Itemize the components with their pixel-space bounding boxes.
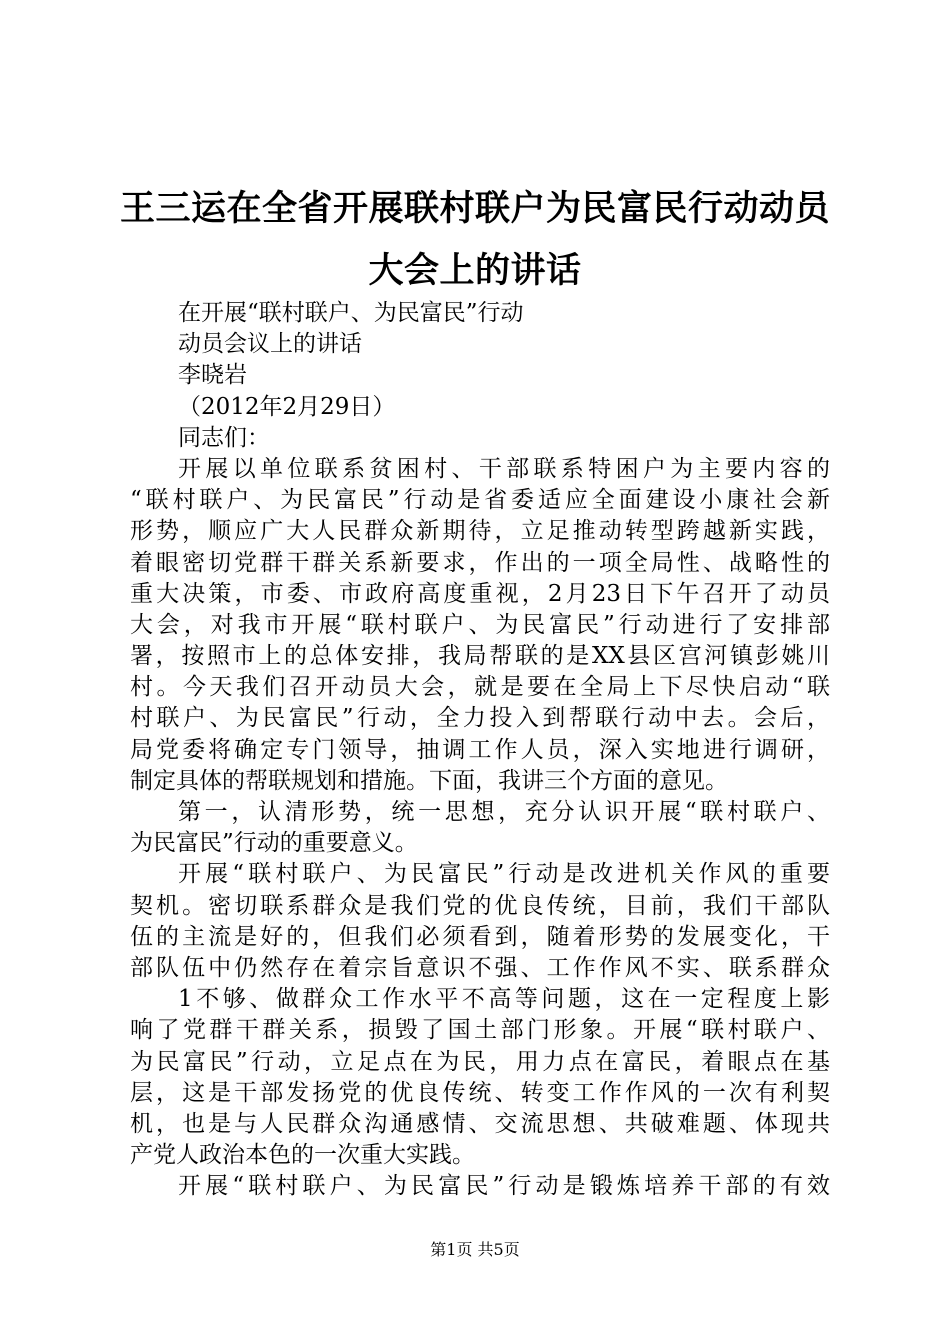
body-line: 开展“联村联户、为民富民”行动是锻炼培养干部的有效 bbox=[178, 1173, 830, 1200]
document-title bbox=[110, 178, 840, 302]
body-line: （2012年2月29日） bbox=[178, 393, 396, 420]
body-line: 部队伍中仍然存在着宗旨意识不强、工作作风不实、联系群众 bbox=[130, 954, 830, 981]
body-line: 产党人政治本色的一次重大实践。 bbox=[130, 1142, 475, 1169]
page-footer: 第1页 共5页 bbox=[430, 1240, 520, 1259]
body-line: 动员会议上的讲话 bbox=[178, 331, 362, 358]
body-line: 着眼密切党群干群关系新要求，作出的一项全局性、战略性的 bbox=[130, 549, 830, 576]
body-line: 开展以单位联系贫困村、干部联系特困户为主要内容的 bbox=[178, 455, 830, 482]
body-line: 村。今天我们召开动员大会，就是要在全局上下尽快启动“联 bbox=[130, 674, 830, 701]
body-line: 第一，认清形势，统一思想，充分认识开展“联村联户、 bbox=[178, 799, 830, 825]
body-line: 村联户、为民富民”行动，全力投入到帮联行动中去。会后， bbox=[130, 705, 830, 732]
body-line: 1不够、做群众工作水平不高等问题，这在一定程度上影 bbox=[178, 986, 830, 1013]
body-line: 重大决策，市委、市政府高度重视，2月23日下午召开了动员 bbox=[130, 580, 830, 607]
title-line-1: 王三运在全省开展联村联户为民富民行动动员 bbox=[119, 189, 830, 229]
body-line: 李晓岩 bbox=[178, 362, 247, 389]
body-line: 响了党群干群关系，损毁了国土部门形象。开展“联村联户、 bbox=[130, 1017, 830, 1044]
document-body bbox=[130, 298, 830, 1202]
body-line: 同志们： bbox=[178, 424, 270, 451]
body-line: 开展“联村联户、为民富民”行动是改进机关作风的重要 bbox=[178, 861, 830, 888]
body-line: 署，按照市上的总体安排，我局帮联的是XX县区宫河镇彭姚川 bbox=[130, 643, 830, 670]
body-line: 在开展“联村联户、为民富民”行动 bbox=[178, 300, 524, 326]
body-line: 制定具体的帮联规划和措施。下面，我讲三个方面的意见。 bbox=[130, 767, 728, 794]
body-line: 伍的主流是好的，但我们必须看到，随着形势的发展变化，干 bbox=[130, 923, 830, 950]
body-line: 契机。密切联系群众是我们党的优良传统，目前，我们干部队 bbox=[130, 892, 830, 919]
body-line: 形势，顺应广大人民群众新期待，立足推动转型跨越新实践， bbox=[130, 518, 830, 545]
title-line-2: 大会上的讲话 bbox=[368, 251, 582, 291]
body-line: 为民富民”行动的重要意义。 bbox=[130, 830, 418, 857]
body-line: 层，这是干部发扬党的优良传统、转变工作作风的一次有利契 bbox=[130, 1079, 830, 1106]
body-line: 机，也是与人民群众沟通感情、交流思想、共破难题、体现共 bbox=[130, 1110, 830, 1137]
body-line: 局党委将确定专门领导，抽调工作人员，深入实地进行调研， bbox=[130, 736, 830, 763]
body-line: “联村联户、为民富民”行动是省委适应全面建设小康社会新 bbox=[130, 487, 830, 514]
body-line: 大会，对我市开展“联村联户、为民富民”行动进行了安排部 bbox=[130, 611, 830, 638]
body-line: 为民富民”行动，立足点在为民，用力点在富民，着眼点在基 bbox=[130, 1048, 830, 1075]
